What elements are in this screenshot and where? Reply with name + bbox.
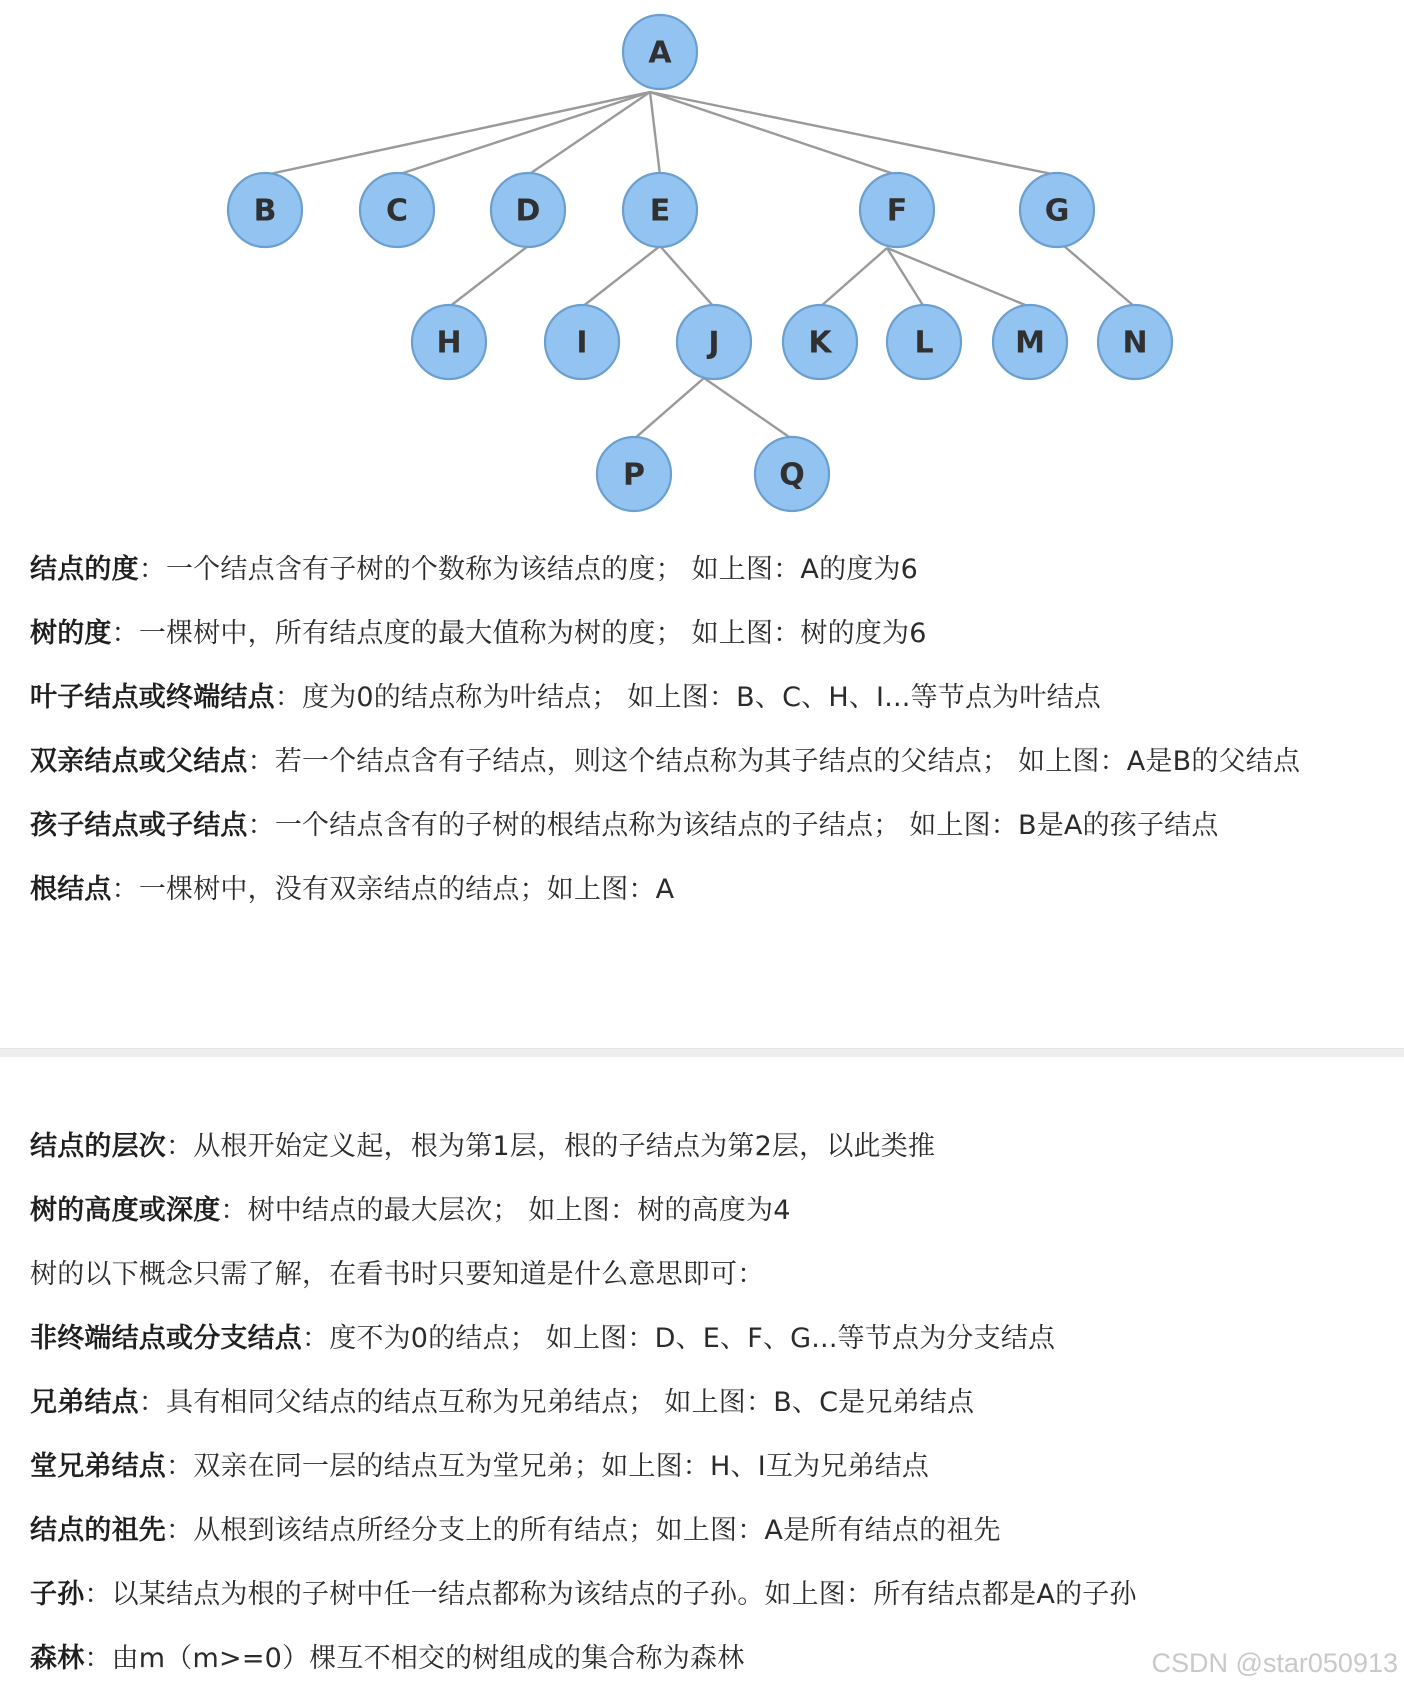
node-label: B: [253, 193, 277, 229]
term-desc: 从根开始定义起，根为第1层，根的子结点为第2层，以此类推: [193, 1131, 936, 1162]
watermark: CSDN @star050913: [1151, 1648, 1398, 1678]
term-descendant: 子孙：以某结点为根的子树中任一结点都称为该结点的子孙。如上图：所有结点都是A的子孙: [30, 1579, 1137, 1610]
node-label: M: [1015, 325, 1045, 361]
term-title: 非终端结点或分支结点: [30, 1323, 302, 1354]
edge-g-n: [1064, 246, 1135, 307]
node-label: K: [808, 325, 832, 361]
tree-node-b: [228, 173, 302, 247]
edge-f-m: [887, 248, 1030, 307]
tree-node-a: [623, 15, 697, 89]
edge-e-j: [660, 246, 714, 307]
term-sibling-node: 兄弟结点：具有相同父结点的结点互称为兄弟结点； 如上图：B、C是兄弟结点: [30, 1387, 975, 1418]
tree-node-c: [360, 173, 434, 247]
edge-j-p: [634, 378, 704, 439]
term-title: 树的高度或深度: [30, 1195, 221, 1226]
term-title: 兄弟结点: [30, 1387, 139, 1418]
tree-node-m: [993, 305, 1067, 379]
edge-a-e: [650, 92, 660, 175]
term-leaf-node: 叶子结点或终端结点：度为0的结点称为叶结点； 如上图：B、C、H、I...等节点为叶结点: [30, 682, 1101, 713]
tree-node-n: [1098, 305, 1172, 379]
node-label: N: [1122, 325, 1148, 361]
term-desc: 从根到该结点所经分支上的所有结点；如上图：A是所有结点的祖先: [193, 1515, 1001, 1546]
tree-node-j: [677, 305, 751, 379]
node-label: E: [649, 193, 671, 229]
node-label: H: [436, 325, 462, 361]
term-title: 双亲结点或父结点: [30, 746, 248, 777]
edge-e-i: [582, 246, 660, 307]
definitions-section-1: [30, 548, 1370, 932]
section-divider: [0, 1048, 1404, 1057]
edge-f-k: [820, 248, 887, 307]
edge-a-c: [397, 92, 650, 175]
term-forest: 森林：由m（m>=0）棵互不相交的树组成的集合称为森林: [30, 1643, 745, 1674]
tree-node-q: [755, 437, 829, 511]
term-desc: 以某结点为根的子树中任一结点都称为该结点的子孙。如上图：所有结点都是A的子孙: [111, 1579, 1137, 1610]
edge-d-h: [449, 246, 528, 307]
tree-nodes: [228, 15, 1172, 511]
tree-node-l: [887, 305, 961, 379]
term-title: 根结点: [30, 874, 112, 905]
term-cousin-node: 堂兄弟结点：双亲在同一层的结点互为堂兄弟；如上图：H、I互为兄弟结点: [30, 1451, 930, 1482]
node-label: I: [576, 325, 588, 361]
term-title: 树的度: [30, 618, 112, 649]
term-title: 结点的祖先: [30, 1515, 166, 1546]
term-desc: 一棵树中，没有双亲结点的结点；如上图：A: [138, 874, 675, 905]
edge-a-g: [650, 92, 1057, 175]
term-root-node: 根结点：一棵树中，没有双亲结点的结点；如上图：A: [30, 874, 675, 905]
tree-node-k: [783, 305, 857, 379]
term-tree-degree: 树的度：一棵树中，所有结点度的最大值称为树的度； 如上图：树的度为6: [30, 618, 927, 649]
tree-node-f: [860, 173, 934, 247]
term-title: 子孙: [30, 1579, 85, 1610]
node-label: D: [515, 193, 541, 229]
term-desc: 双亲在同一层的结点互为堂兄弟；如上图：H、I互为兄弟结点: [193, 1451, 930, 1482]
tree-node-p: [597, 437, 671, 511]
term-desc: 一个结点含有的子树的根结点称为该结点的子结点； 如上图：B是A的孩子结点: [274, 810, 1219, 841]
node-label: J: [708, 325, 720, 361]
intro-note: [30, 1253, 1370, 1297]
node-label: A: [648, 35, 672, 71]
node-label: Q: [779, 457, 805, 493]
term-node-degree: 结点的度：一个结点含有子树的个数称为该结点的度； 如上图：A的度为6: [30, 554, 919, 585]
term-title: 堂兄弟结点: [30, 1451, 166, 1482]
tree-node-h: [412, 305, 486, 379]
term-title: 叶子结点或终端结点: [30, 682, 275, 713]
node-label: C: [385, 193, 409, 229]
term-desc: 由m（m>=0）棵互不相交的树组成的集合称为森林: [111, 1643, 745, 1674]
edge-a-f: [650, 92, 897, 175]
term-desc: 一个结点含有子树的个数称为该结点的度； 如上图：A的度为6: [166, 554, 919, 585]
term-title: 结点的度: [30, 554, 139, 585]
term-desc: 一棵树中，所有结点度的最大值称为树的度； 如上图：树的度为6: [138, 618, 927, 649]
tree-node-d: [491, 173, 565, 247]
term-desc: 若一个结点含有子结点，则这个结点称为其子结点的父结点； 如上图：A是B的父结点: [274, 746, 1301, 777]
term-desc: 树的以下概念只需了解，在看书时只要知道是什么意思即可：: [30, 1259, 765, 1290]
term-parent-node: 双亲结点或父结点：若一个结点含有子结点，则这个结点称为其子结点的父结点； 如上图：A是B的父结点: [30, 746, 1301, 777]
tree-edges: [265, 92, 1135, 439]
edge-j-q: [704, 378, 792, 439]
term-title: 孩子结点或子结点: [30, 810, 248, 841]
tree-node-i: [545, 305, 619, 379]
edge-a-b: [265, 92, 650, 175]
term-desc: 具有相同父结点的结点互称为兄弟结点； 如上图：B、C是兄弟结点: [166, 1387, 975, 1418]
term-child-node: 孩子结点或子结点：一个结点含有的子树的根结点称为该结点的子结点； 如上图：B是A的孩子结点: [30, 810, 1219, 841]
term-title: 结点的层次: [30, 1131, 166, 1162]
term-desc: 度为0的结点称为叶结点； 如上图：B、C、H、I...等节点为叶结点: [302, 682, 1101, 713]
term-title: 森林: [30, 1643, 85, 1674]
term-desc: 度不为0的结点； 如上图：D、E、F、G...等节点为分支结点: [329, 1323, 1056, 1354]
node-label: G: [1044, 193, 1070, 229]
tree-node-e: [623, 173, 697, 247]
term-desc: 树中结点的最大层次； 如上图：树的高度为4: [247, 1195, 791, 1226]
node-label: F: [886, 193, 908, 229]
node-label: P: [623, 457, 645, 493]
node-label: L: [914, 325, 934, 361]
tree-diagram: [0, 0, 1404, 530]
definitions-section-2: [30, 1125, 1370, 1701]
term-tree-height: 树的高度或深度：树中结点的最大层次； 如上图：树的高度为4: [30, 1195, 791, 1226]
term-node-level: 结点的层次：从根开始定义起，根为第1层，根的子结点为第2层，以此类推: [30, 1131, 936, 1162]
tree-node-g: [1020, 173, 1094, 247]
term-branch-node: 非终端结点或分支结点：度不为0的结点； 如上图：D、E、F、G...等节点为分支结点: [30, 1323, 1056, 1354]
term-ancestor: 结点的祖先：从根到该结点所经分支上的所有结点；如上图：A是所有结点的祖先: [30, 1515, 1001, 1546]
